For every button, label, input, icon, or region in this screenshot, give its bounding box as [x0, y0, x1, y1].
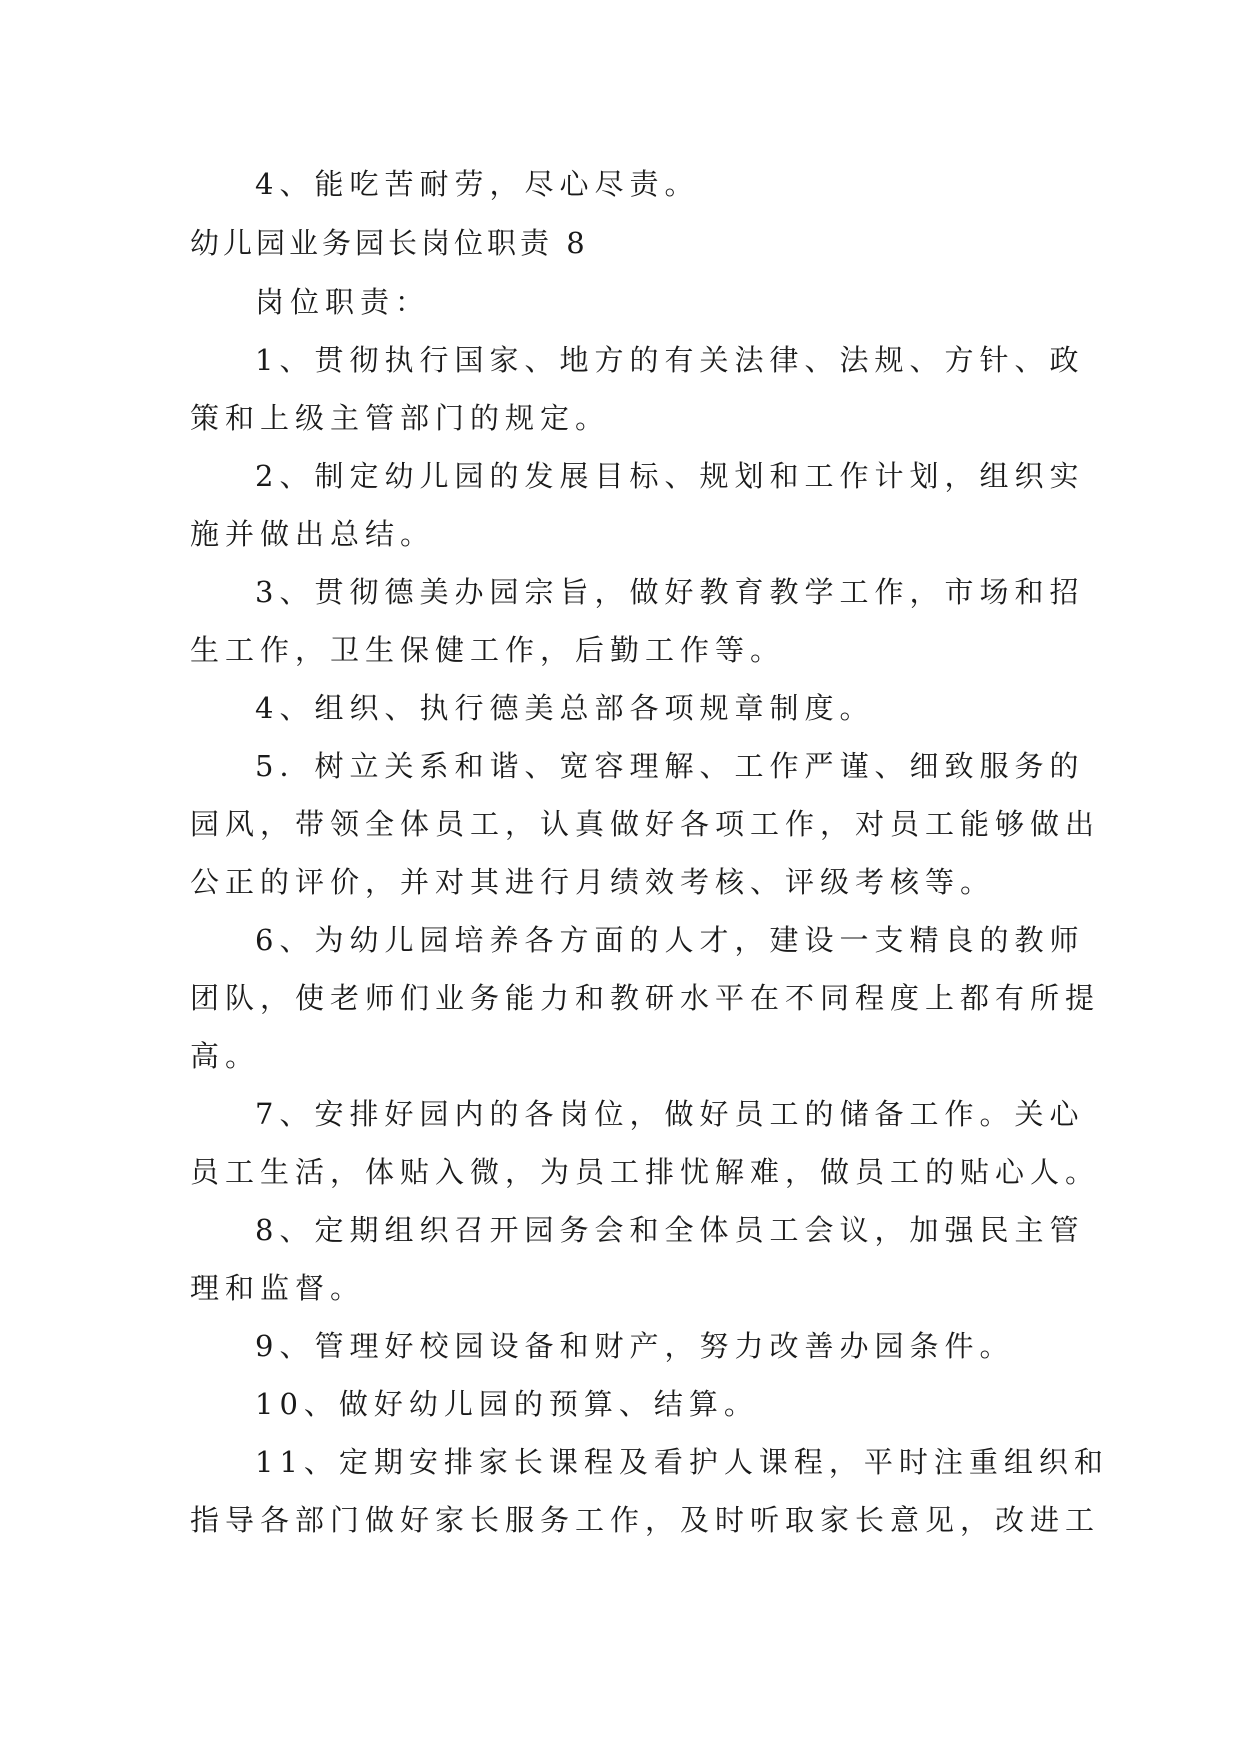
text-line: 4、能吃苦耐劳，尽心尽责。 — [255, 167, 700, 201]
text-line: 策和上级主管部门的规定。 — [190, 401, 611, 435]
text-line: 施并做出总结。 — [190, 517, 436, 551]
text-line: 3、贯彻德美办园宗旨，做好教育教学工作，市场和招 — [255, 575, 1085, 609]
text-line: 1、贯彻执行国家、地方的有关法律、法规、方针、政 — [255, 343, 1085, 377]
text-line: 5．树立关系和谐、宽容理解、工作严谨、细致服务的 — [255, 749, 1085, 783]
text-line: 高。 — [190, 1039, 261, 1073]
text-line: 9、管理好校园设备和财产，努力改善办园条件。 — [255, 1329, 1015, 1363]
text-line: 6、为幼儿园培养各方面的人才，建设一支精良的教师 — [255, 923, 1085, 957]
document-body — [190, 155, 1109, 1549]
text-line: 11、定期安排家长课程及看护人课程，平时注重组织和 — [255, 1445, 1109, 1479]
text-line: 员工生活，体贴入微，为员工排忧解难，做员工的贴心人。 — [190, 1155, 1101, 1189]
text-line: 7、安排好园内的各岗位，做好员工的储备工作。关心 — [255, 1097, 1085, 1131]
text-line: 团队，使老师们业务能力和教研水平在不同程度上都有所提 — [190, 981, 1101, 1015]
text-line: 10、做好幼儿园的预算、结算。 — [255, 1387, 759, 1421]
text-line: 2、制定幼儿园的发展目标、规划和工作计划，组织实 — [255, 459, 1085, 493]
text-line: 岗位职责： — [255, 285, 431, 319]
text-line: 生工作，卫生保健工作，后勤工作等。 — [190, 633, 786, 667]
text-line: 指导各部门做好家长服务工作，及时听取家长意见，改进工 — [190, 1503, 1101, 1537]
text-line: 4、组织、执行德美总部各项规章制度。 — [255, 691, 875, 725]
text-line: 理和监督。 — [190, 1271, 366, 1305]
text-line: 8、定期组织召开园务会和全体员工会议，加强民主管 — [255, 1213, 1085, 1247]
text-line: 园风，带领全体员工，认真做好各项工作，对员工能够做出 — [190, 807, 1101, 841]
text-line: 公正的评价，并对其进行月绩效考核、评级考核等。 — [190, 865, 996, 899]
section-heading: 幼儿园业务园长岗位职责 8 — [190, 226, 589, 260]
